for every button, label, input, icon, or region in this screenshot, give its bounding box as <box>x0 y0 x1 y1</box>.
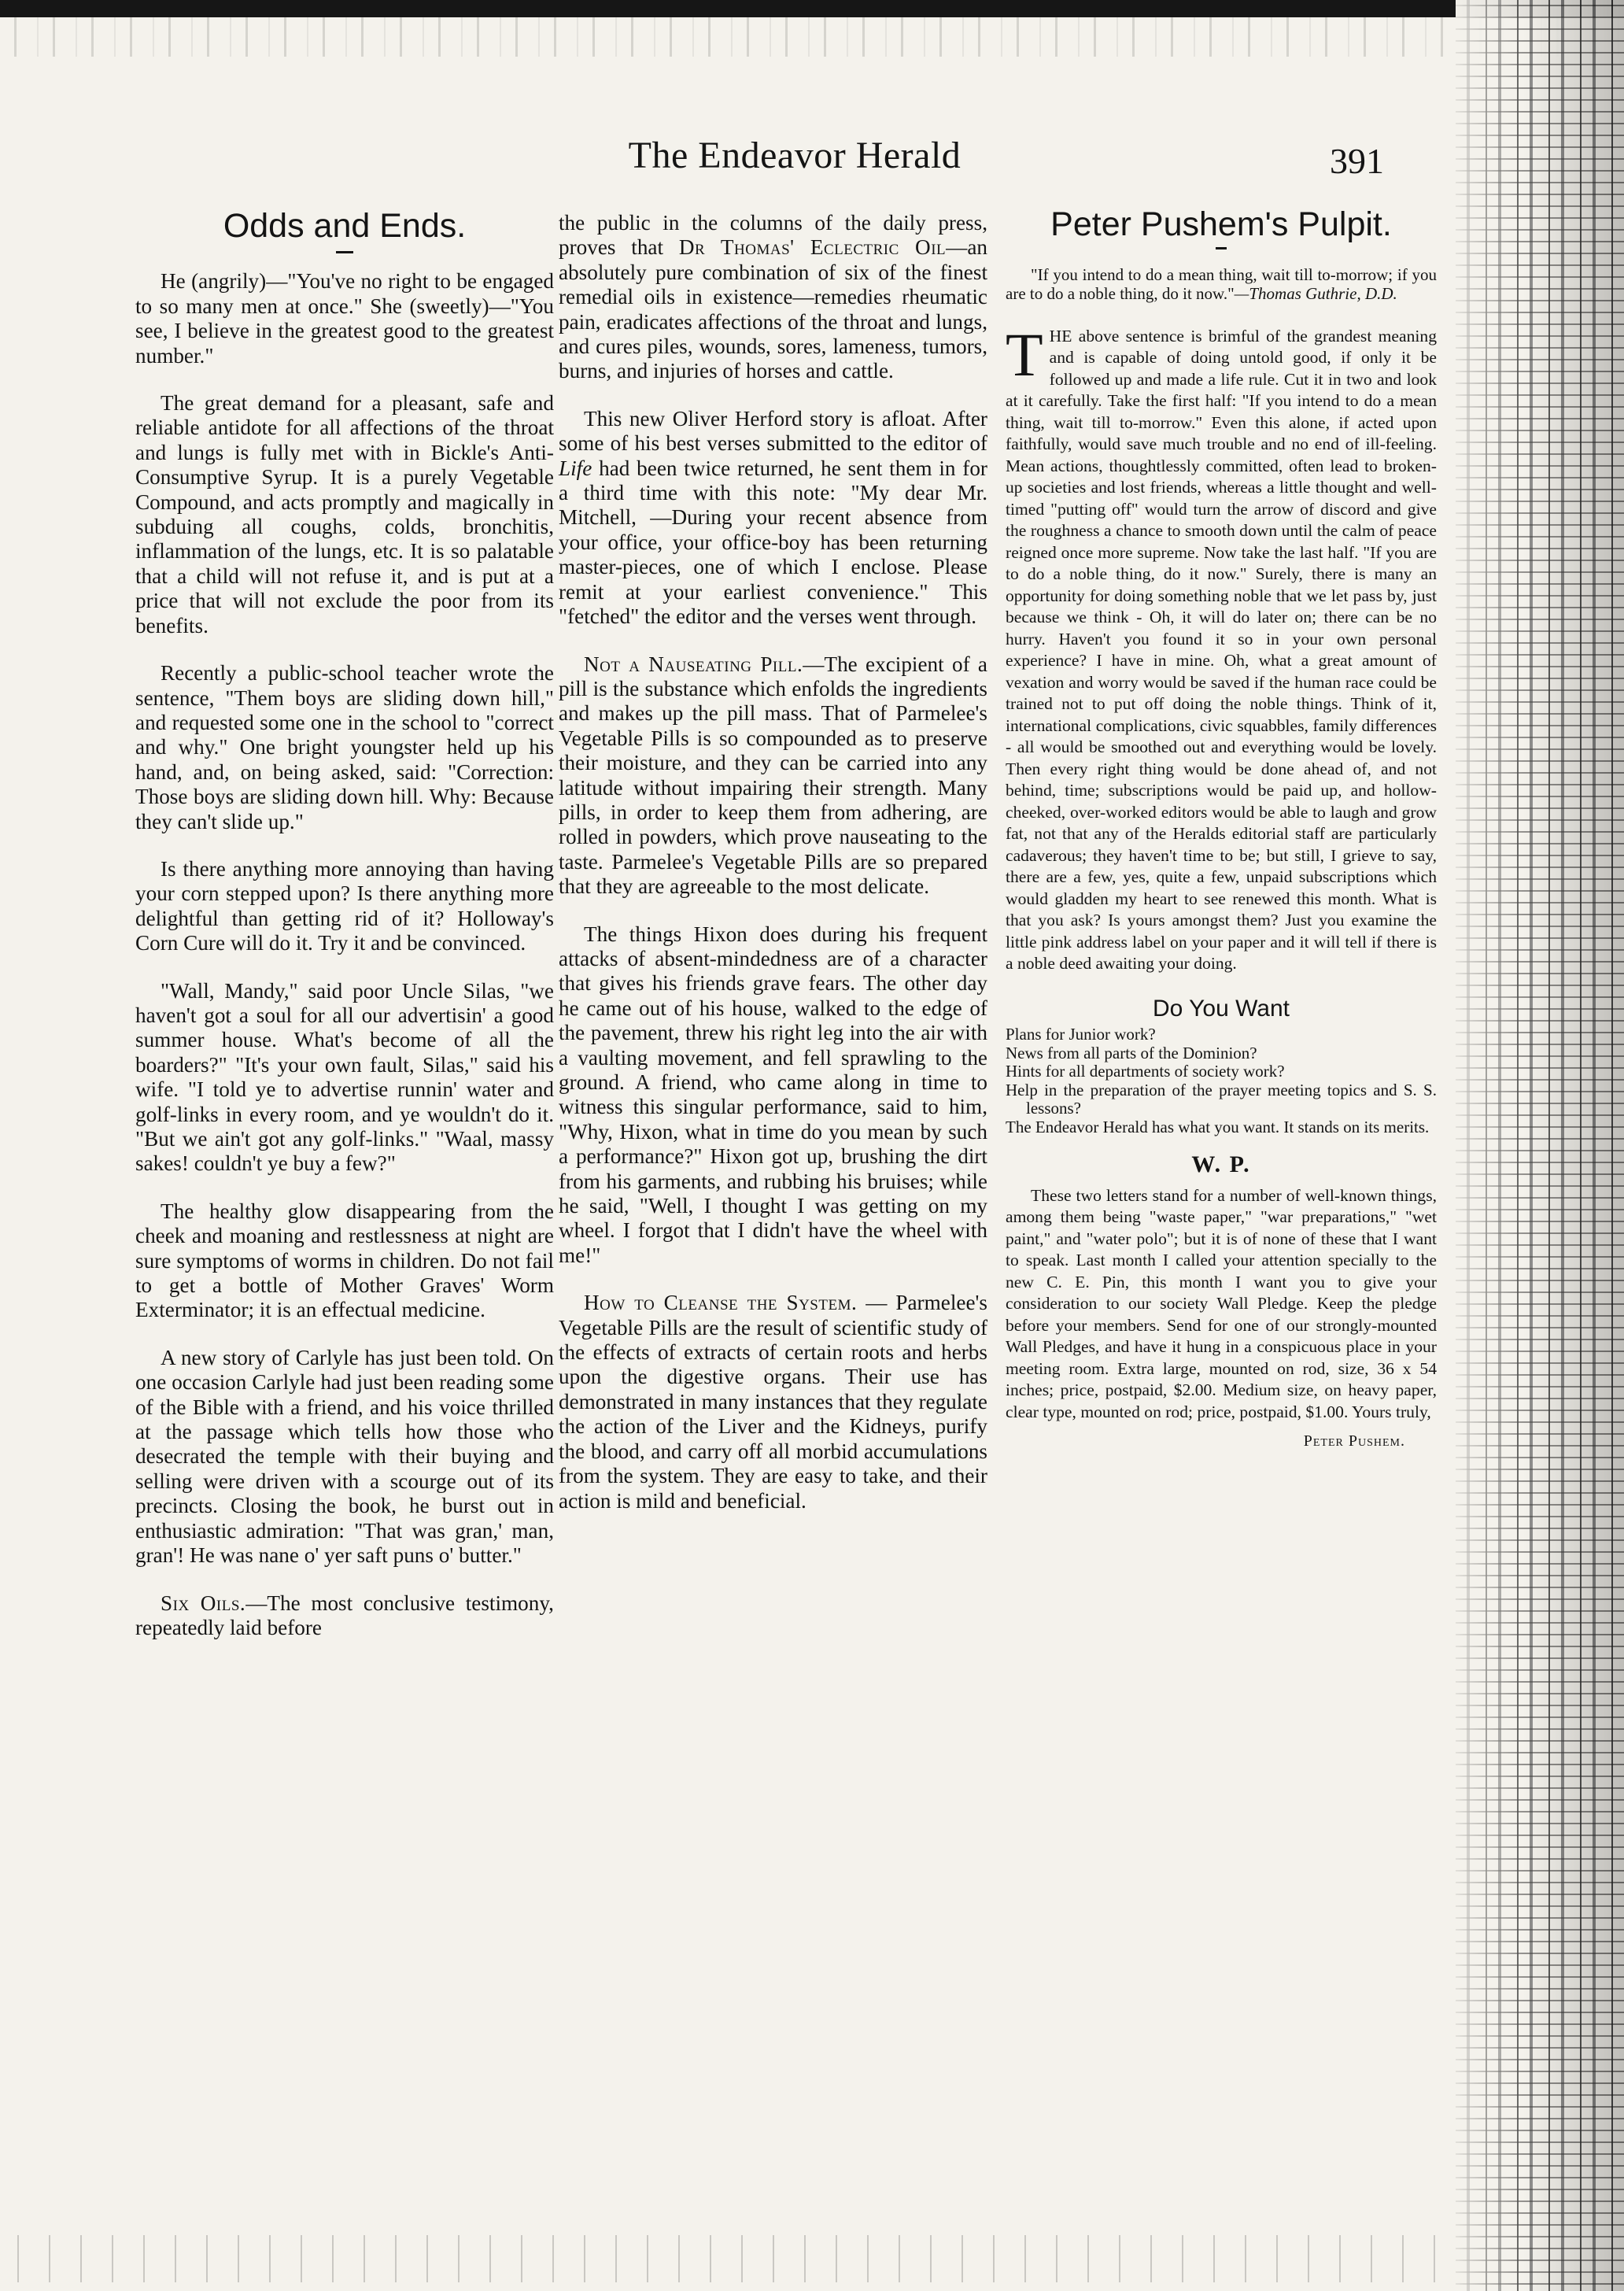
signature: Peter Pushem. <box>1303 1432 1405 1450</box>
paragraph-lead: Dr Thomas' Eclectric Oil <box>678 235 947 260</box>
want-list <box>1006 1025 1437 1136</box>
title-rule <box>336 251 353 253</box>
section-title-pulpit: Peter Pushem's Pulpit. <box>1050 205 1392 243</box>
subheading-wp: W. P. <box>1191 1151 1251 1177</box>
paragraph <box>1006 320 1437 975</box>
running-title: The Endeavor Herald <box>628 135 961 176</box>
paragraph: "Wall, Mandy," said poor Uncle Silas, "we haven't got a soul for all our advertisin' a good summer house. What's become of all the boarders?" "It's your own fault, Silas," said his wife. "I told ye to advertise runnin' water and golf-links in every room, and ye wouldn't do it. "But we ain't got any golf-links." "Waal, massy sakes! couldn't ye buy a few?" <box>135 978 554 1176</box>
paragraph-lead: Six Oils. <box>161 1591 246 1615</box>
paragraph: Recently a public-school teacher wrote the sentence, "Them boys are sliding down hill," and requested some one in the school to "correct and why." One bright youngster held up his hand, and, on being asked, said: "Correction: Those boys are sliding down hill. Why: Because they can't slide up." <box>135 661 554 833</box>
paragraph-body: This new Oliver Herford story is afloat. After some of his best verses submitted to the editor of <box>559 406 987 456</box>
drop-cap: T <box>1006 320 1043 389</box>
paragraph-body: HE above sentence is brimful of the grandest meaning and is capable of doing untold good, if only it be followed up and made a life rule. Cut it in two and look at it carefully. Take the first half: "If you intend to do a mean thing, wait till to-morrow." Even this alone, if acted upon faithfully, would save much trouble and no end of ill-feeling. Mean actions, thoughtlessly committed, often lead to broken-up societies and lost friends, whereas a little thought and well-timed "putting off" would turn the arrow of discord and give the roughness a chance to smooth down until the calm of peace reigned once more supreme. Now take the last half. "If you are to do a noble thing, do it now." Surely, there is many an opportunity for doing something noble that we let pass by, just because we think - Oh, it will do later on; there can be no hurry. Haven't you found it so in your own personal experience? I have in mine. Oh, what a great amount of vexation and worry would be saved if the human race could be trained not to put off doing the noble things. Think of it, international complications, civic squabbles, family differences - all would be smoothed out and everything would be lovely. Then every right thing would be done ahead of, and not behind, time; subscriptions would be paid up, and hollow-cheeked, over-worked editors would be able to laugh and grow fat, not that any of the Heralds editorial staff are particularly cadaverous; they haven't time to be; but still, I grieve to say, there are a few, yes, quite a few, unpaid subscriptions which would gladden my heart to see renewed this month. What is that you ask? Is yours amongst them? Just you examine the little pink address label on your paper and it will tell if there is a noble deed awaiting your doing. <box>1006 326 1437 973</box>
paragraph-body: — Parmelee's Vegetable Pills are the result of scientific study of the effects of extracts of certain roots and herbs upon the digestive organs. Their use has demonstrated in many instances that they regulate the action of the Liver and the Kidneys, purify the blood, and carry off all morbid accumulations from the system. They are easy to take, and their action is mild and beneficial. <box>559 1291 987 1513</box>
list-item: The Endeavor Herald has what you want. It stands on its merits. <box>1006 1117 1430 1136</box>
scan-noise-bottom <box>0 2235 1456 2282</box>
paragraph-body: —an absolutely pure combination of six of the finest remedial oils in existence—remedies rheumatic pain, eradicates affections of the throat and lungs, and cures piles, wounds, sores, lameness, tumors, burns, and injuries of horses and cattle. <box>559 235 987 383</box>
paragraph: Is there anything more annoying than having your corn stepped upon? Is there anything more delightful than getting rid of it? Holloway's Corn Cure will do it. Try it and be convinced. <box>135 856 554 955</box>
paragraph-body: had been twice returned, he sent them in for a third time with this note: "My dear Mr. Mitchell, —During your recent absence from your office, your office-boy has been returning master-pieces, one of which I enclose. Please remit at your earliest convenience." This "fetched" the editor and the verses went through. <box>559 456 987 629</box>
column-1 <box>135 207 554 1663</box>
subheading-do-you-want: Do You Want <box>1152 995 1290 1022</box>
section-title-odds-and-ends: Odds and Ends. <box>223 207 467 245</box>
column-3 <box>1006 205 1437 1453</box>
paragraph-body: the public in the columns of the daily press, proves that <box>559 211 987 260</box>
paragraph-lead: How to Cleanse the System. <box>584 1291 858 1315</box>
paragraph: The great demand for a pleasant, safe and reliable antidote for all affections of the throat and lungs is fully met with in Bickle's Anti-Consumptive Syrup. It is a purely Vegetable Compound, and acts promptly and magically in subduing all coughs, colds, bronchitis, inflammation of the lungs, etc. It is so palatable that a child will not refuse it, and is put at a price that will not exclude the poor from its benefits. <box>135 391 554 637</box>
paragraph: The things Hixon does during his frequent attacks of absent-mindedness are of a character that gives his friends grave fears. The other day he came out of his house, walked to the edge of the pavement, threw his right leg into the air with a vaulting movement, and fell sprawling to the ground. A friend, who came along in time to witness this singular performance, said to him, "Why, Hixon, what in time do you mean by such a performance?" Hixon got up, brushing the dirt from his garments, and rubbing his bruises; while he said, "Well, I thought I was getting on my wheel. I forgot that I didn't have the wheel with me!" <box>559 922 987 1267</box>
paragraph <box>559 407 987 630</box>
epigraph-attribution: —Thomas Guthrie, D.D. <box>1234 283 1397 303</box>
scan-top-edge <box>0 0 1624 17</box>
list-item: Hints for all departments of society work? <box>1006 1062 1285 1081</box>
list-item: News from all parts of the Dominion? <box>1006 1043 1257 1062</box>
column-2 <box>559 211 987 1536</box>
paragraph <box>559 211 987 384</box>
epigraph-quote: "If you intend to do a mean thing, wait till to-morrow; if you are to do a noble thing, do it now." <box>1006 264 1437 303</box>
paragraph-body: —The excipient of a pill is the substance which enfolds the ingredients and makes up the pill mass. That of Parmelee's Vegetable Pills is so compounded as to preserve their moisture, and they can be carried into any latitude without impairing their strength. Many pills, in order to keep them from adhering, are rolled in powders, which prove nauseating to the taste. Parmelee's Vegetable Pills are so prepared that they are agreeable to the most delicate. <box>559 652 987 899</box>
paragraph: He (angrily)—"You've no right to be engaged to so many men at once." She (sweetly)—"You see, I believe in the greatest good to the greatest number." <box>135 269 554 368</box>
paragraph-lead: Not a Nauseating Pill. <box>584 652 803 676</box>
paragraph <box>559 652 987 900</box>
scan-noise-top <box>0 17 1624 57</box>
list-item: Plans for Junior work? <box>1006 1025 1156 1044</box>
magazine-title: Life <box>559 456 592 480</box>
paragraph <box>135 1591 554 1641</box>
paragraph: These two letters stand for a number of well-known things, among them being "waste paper," "war preparations," "wet paint," and "water polo"; but it is of none of these that I want to speak. Last month I called your attention specially to the new C. E. Pin, this month I want you to give your consideration to our society Wall Pledge. Keep the pledge before your members. Send for one of our strongly-mounted Wall Pledges, and have it hung in a conspicuous place in your meeting room. Extra large, mounted on rod, size, 36 x 54 inches; price, postpaid, $2.00. Medium size, on heavy paper, clear type, mounted on rod; price, postpaid, $1.00. Yours truly, <box>1006 1185 1437 1421</box>
list-item: Help in the preparation of the prayer meeting topics and S. S. lessons? <box>1006 1080 1437 1118</box>
epigraph <box>1006 265 1437 303</box>
page-number: 391 <box>1330 141 1384 181</box>
paragraph-body: —The most conclusive testimony, repeatedly laid before <box>135 1591 554 1639</box>
paragraph <box>559 1291 987 1513</box>
title-rule <box>1216 247 1227 249</box>
scan-binding-shade <box>1456 0 1624 2291</box>
paragraph: A new story of Carlyle has just been told. On one occasion Carlyle had just been reading some of the Bible with a friend, and his voice thrilled at the passage which tells how those who desecrated the temple with their buying and selling were driven with a scourge out of its precincts. Closing the book, he burst out in enthusiastic admiration: "That was gran,' man, gran'! He was nane o' yer saft puns o' butter." <box>135 1345 554 1568</box>
paragraph: The healthy glow disappearing from the cheek and moaning and restlessness at night are sure symptoms of worms in children. Do not fail to get a bottle of Mother Graves' Worm Exterminator; it is an effectual medicine. <box>135 1199 554 1322</box>
